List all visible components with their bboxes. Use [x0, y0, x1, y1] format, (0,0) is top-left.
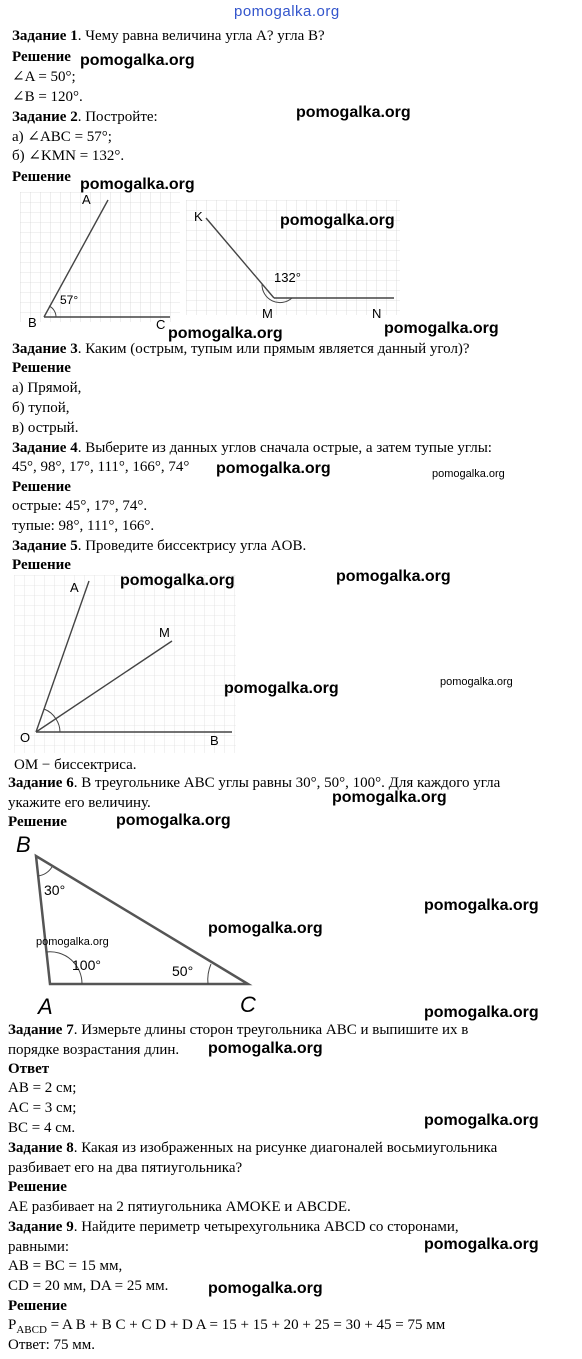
task4-question: . Выберите из данных углов сначала острые, а затем тупые углы:	[77, 440, 492, 456]
label-a: A	[82, 192, 91, 207]
task6-solution-label: Решение	[8, 814, 67, 830]
task2-figure-1	[20, 192, 180, 334]
label-c: C	[156, 317, 166, 332]
watermark[interactable]: pomogalka.org	[80, 176, 195, 193]
label-b: B	[16, 832, 31, 857]
label-o: O	[20, 730, 31, 745]
watermark[interactable]: pomogalka.org	[424, 1004, 539, 1021]
watermark[interactable]: pomogalka.org	[208, 920, 323, 937]
task4-line-2: тупые: 98°, 111°, 166°.	[12, 518, 155, 534]
task7-line-1: AB = 2 см;	[8, 1080, 77, 1096]
watermark[interactable]: pomogalka.org	[336, 568, 451, 585]
task3-line-3: в) острый.	[12, 420, 79, 436]
label-a: A	[38, 994, 53, 1019]
watermark[interactable]: pomogalka.org	[208, 1280, 323, 1297]
task2-solution-label: Решение	[12, 169, 71, 185]
task2-label: Задание 2	[12, 109, 78, 125]
watermark[interactable]: pomogalka.org	[332, 789, 447, 806]
task1-heading	[12, 27, 325, 45]
task4-heading	[12, 439, 492, 457]
watermark[interactable]: pomogalka.org	[120, 572, 235, 589]
angle-arc-b	[38, 867, 52, 876]
task7-question-line2: порядке возрастания длин.	[8, 1042, 180, 1058]
task3-line-2: б) тупой,	[12, 400, 70, 416]
angle-b-value: 30°	[44, 882, 66, 898]
grid-background	[20, 192, 180, 322]
task2-heading	[12, 108, 158, 126]
angle-value: 132°	[274, 270, 301, 285]
site-header[interactable]: pomogalka.org	[234, 3, 340, 20]
task9-heading	[8, 1218, 459, 1236]
task7-heading	[8, 1021, 468, 1039]
watermark[interactable]: pomogalka.org	[208, 1040, 323, 1057]
label-m: M	[262, 306, 273, 321]
formula-p: P	[8, 1317, 17, 1333]
task9-result: Ответ: 75 мм.	[8, 1337, 95, 1353]
angle-arc-c	[208, 964, 211, 984]
angle-c-value: 50°	[172, 963, 194, 979]
task7-line-2: AC = 3 см;	[8, 1100, 77, 1116]
task3-question: . Каким (острым, тупым или прямым является данный угол)?	[77, 341, 470, 357]
angle-a-value: 100°	[72, 957, 101, 973]
task8-answer: AE разбивает на 2 пятиугольника AMOKE и ABCDE.	[8, 1199, 351, 1215]
task7-answer-label: Ответ	[8, 1061, 50, 1077]
watermark[interactable]: pomogalka.org	[384, 320, 499, 337]
label-b: B	[28, 315, 37, 330]
formula-rest: = A B + B C + C D + D A = 15 + 15 + 20 + 25 = 30 + 45 = 75 мм	[46, 1317, 446, 1333]
label-m: M	[159, 625, 170, 640]
task1-line-1: ∠A = 50°;	[12, 69, 76, 85]
task6-label: Задание 6	[8, 775, 74, 791]
watermark[interactable]: pomogalka.org	[280, 212, 395, 229]
task1-label: Задание 1	[12, 28, 78, 44]
label-k: K	[194, 209, 203, 224]
task4-label: Задание 4	[12, 440, 78, 456]
watermark[interactable]: pomogalka.org	[36, 936, 109, 948]
watermark[interactable]: pomogalka.org	[432, 468, 505, 480]
task7-question-line1: . Измерьте длины сторон треугольника ABC и выпишите их в	[73, 1022, 469, 1038]
task9-solution-label: Решение	[8, 1298, 67, 1314]
label-c: C	[240, 992, 256, 1017]
watermark[interactable]: pomogalka.org	[424, 897, 539, 914]
task8-question-line1: . Какая из изображенных на рисунке диагоналей восьмиугольника	[73, 1140, 498, 1156]
task8-label: Задание 8	[8, 1140, 74, 1156]
label-b: B	[210, 733, 219, 748]
task8-solution-label: Решение	[8, 1179, 67, 1195]
label-a: A	[70, 580, 79, 595]
task1-question: . Чему равна величина угла A? угла B?	[77, 28, 325, 44]
task6-question-line2: укажите его величину.	[8, 795, 151, 811]
task5-label: Задание 5	[12, 538, 78, 554]
task1-solution-label: Решение	[12, 49, 71, 65]
task9-question-line2: равными:	[8, 1239, 70, 1255]
watermark[interactable]: pomogalka.org	[216, 460, 331, 477]
task8-heading	[8, 1139, 497, 1157]
task9-label: Задание 9	[8, 1219, 74, 1235]
formula-subscript: ABCD	[16, 1324, 47, 1336]
watermark[interactable]: pomogalka.org	[296, 104, 411, 121]
task8-question-line2: разбивает его на два пятиугольника?	[8, 1160, 243, 1176]
angle-value: 57°	[60, 293, 79, 307]
watermark[interactable]: pomogalka.org	[424, 1236, 539, 1253]
task4-values: 45°, 98°, 17°, 111°, 166°, 74°	[12, 459, 190, 475]
task3-solution-label: Решение	[12, 360, 71, 376]
task9-line-1: AB = BC = 15 мм,	[8, 1258, 123, 1274]
task7-line-3: BC = 4 см.	[8, 1120, 76, 1136]
watermark[interactable]: pomogalka.org	[168, 325, 283, 342]
task3-line-1: а) Прямой,	[12, 380, 82, 396]
task2-item-1: а) ∠ABC = 57°;	[12, 129, 112, 145]
watermark[interactable]: pomogalka.org	[440, 676, 513, 688]
task5-figure	[14, 575, 246, 755]
task4-line-1: острые: 45°, 17°, 74°.	[12, 498, 148, 514]
task3-label: Задание 3	[12, 341, 78, 357]
task2-question: . Постройте:	[77, 109, 158, 125]
task6-question-line1: . В треугольнике ABC углы равны 30°, 50°, 100°. Для каждого угла	[73, 775, 501, 791]
label-n: N	[372, 306, 382, 321]
task9-line-2: CD = 20 мм, DA = 25 мм.	[8, 1278, 169, 1294]
task9-question-line1: . Найдите периметр четырехугольника ABCD со сторонами,	[73, 1219, 459, 1235]
task4-solution-label: Решение	[12, 479, 71, 495]
watermark[interactable]: pomogalka.org	[224, 680, 339, 697]
watermark[interactable]: pomogalka.org	[80, 52, 195, 69]
task5-solution-label: Решение	[12, 557, 71, 573]
grid-background	[14, 575, 236, 753]
task7-label: Задание 7	[8, 1022, 74, 1038]
task1-line-2: ∠B = 120°.	[12, 89, 83, 105]
task5-answer: OM − биссектриса.	[14, 757, 137, 773]
task5-question: . Проведите биссектрису угла AOB.	[77, 538, 307, 554]
task5-heading	[12, 537, 306, 555]
watermark[interactable]: pomogalka.org	[424, 1112, 539, 1129]
watermark[interactable]: pomogalka.org	[116, 812, 231, 829]
task2-item-2: б) ∠KMN = 132°.	[12, 148, 125, 164]
